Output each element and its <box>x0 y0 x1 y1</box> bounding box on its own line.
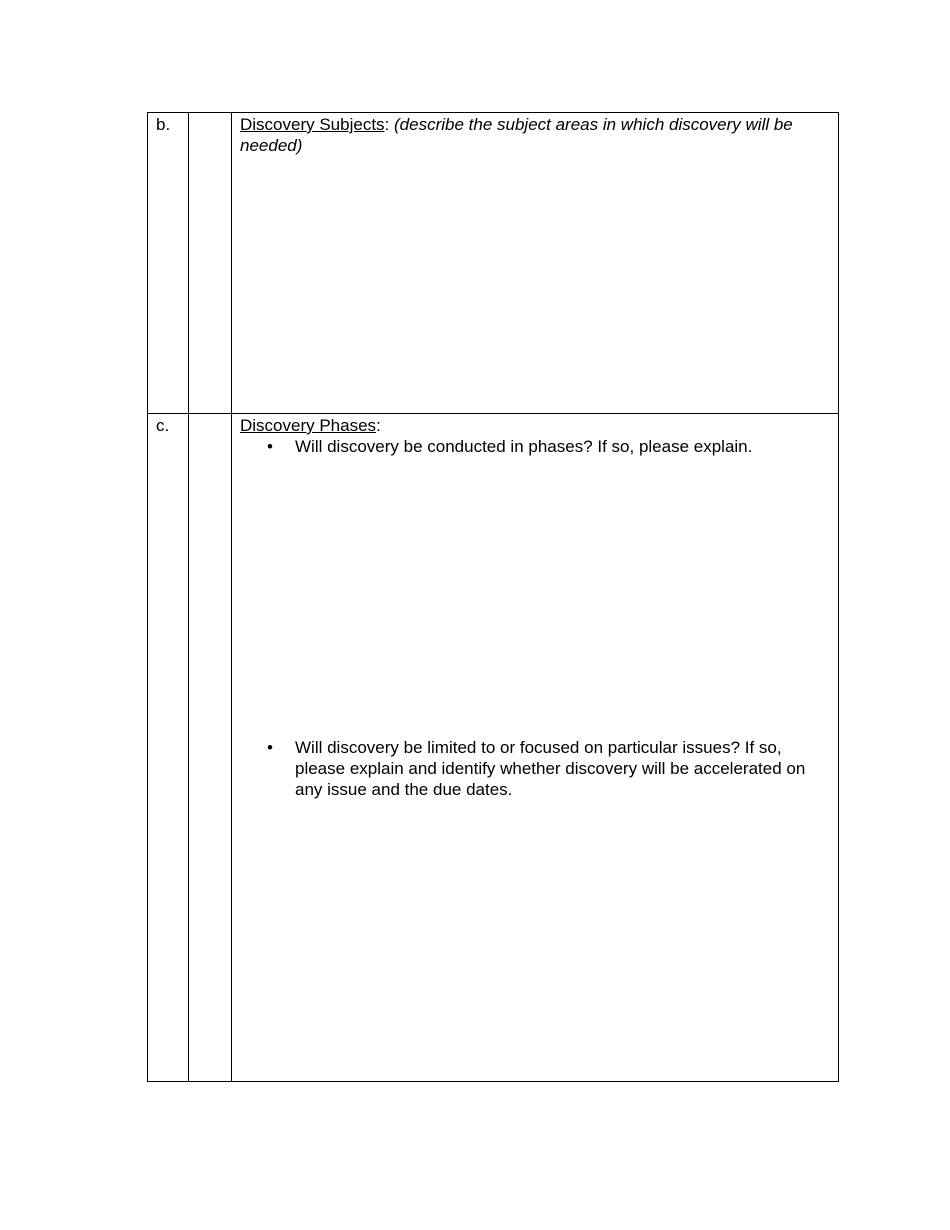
section-heading: Discovery Phases <box>240 416 377 435</box>
discovery-form-table <box>147 112 839 1082</box>
blank-cell <box>189 414 232 1082</box>
row-letter-cell <box>148 113 189 414</box>
row-letter: c. <box>156 416 170 435</box>
content-cell <box>232 414 839 1082</box>
bullet-icon: • <box>267 738 273 757</box>
heading-colon: : <box>384 115 390 134</box>
question-list <box>240 436 830 800</box>
question-text: Will discovery be conducted in phases? If so, please explain. <box>295 437 753 456</box>
section-heading-line <box>240 415 830 436</box>
section-instruction: (describe the subject areas in which discovery will be needed) <box>240 115 793 155</box>
row-letter-cell <box>148 414 189 1082</box>
discovery-phases-content <box>232 414 838 800</box>
blank-cell <box>189 113 232 414</box>
table-row-discovery-subjects <box>148 113 839 414</box>
table-row-discovery-phases <box>148 414 839 1082</box>
row-letter: b. <box>156 115 171 134</box>
list-item <box>240 436 830 457</box>
question-text: Will discovery be limited to or focused on particular issues? If so, please explain and identify whether discovery will be accelerated on any issue and the due dates. <box>295 738 806 799</box>
content-cell <box>232 113 839 414</box>
section-heading: Discovery Subjects <box>240 115 385 134</box>
list-item <box>240 737 830 800</box>
discovery-subjects-content <box>232 113 838 156</box>
bullet-icon: • <box>267 437 273 456</box>
heading-colon: : <box>376 416 381 435</box>
